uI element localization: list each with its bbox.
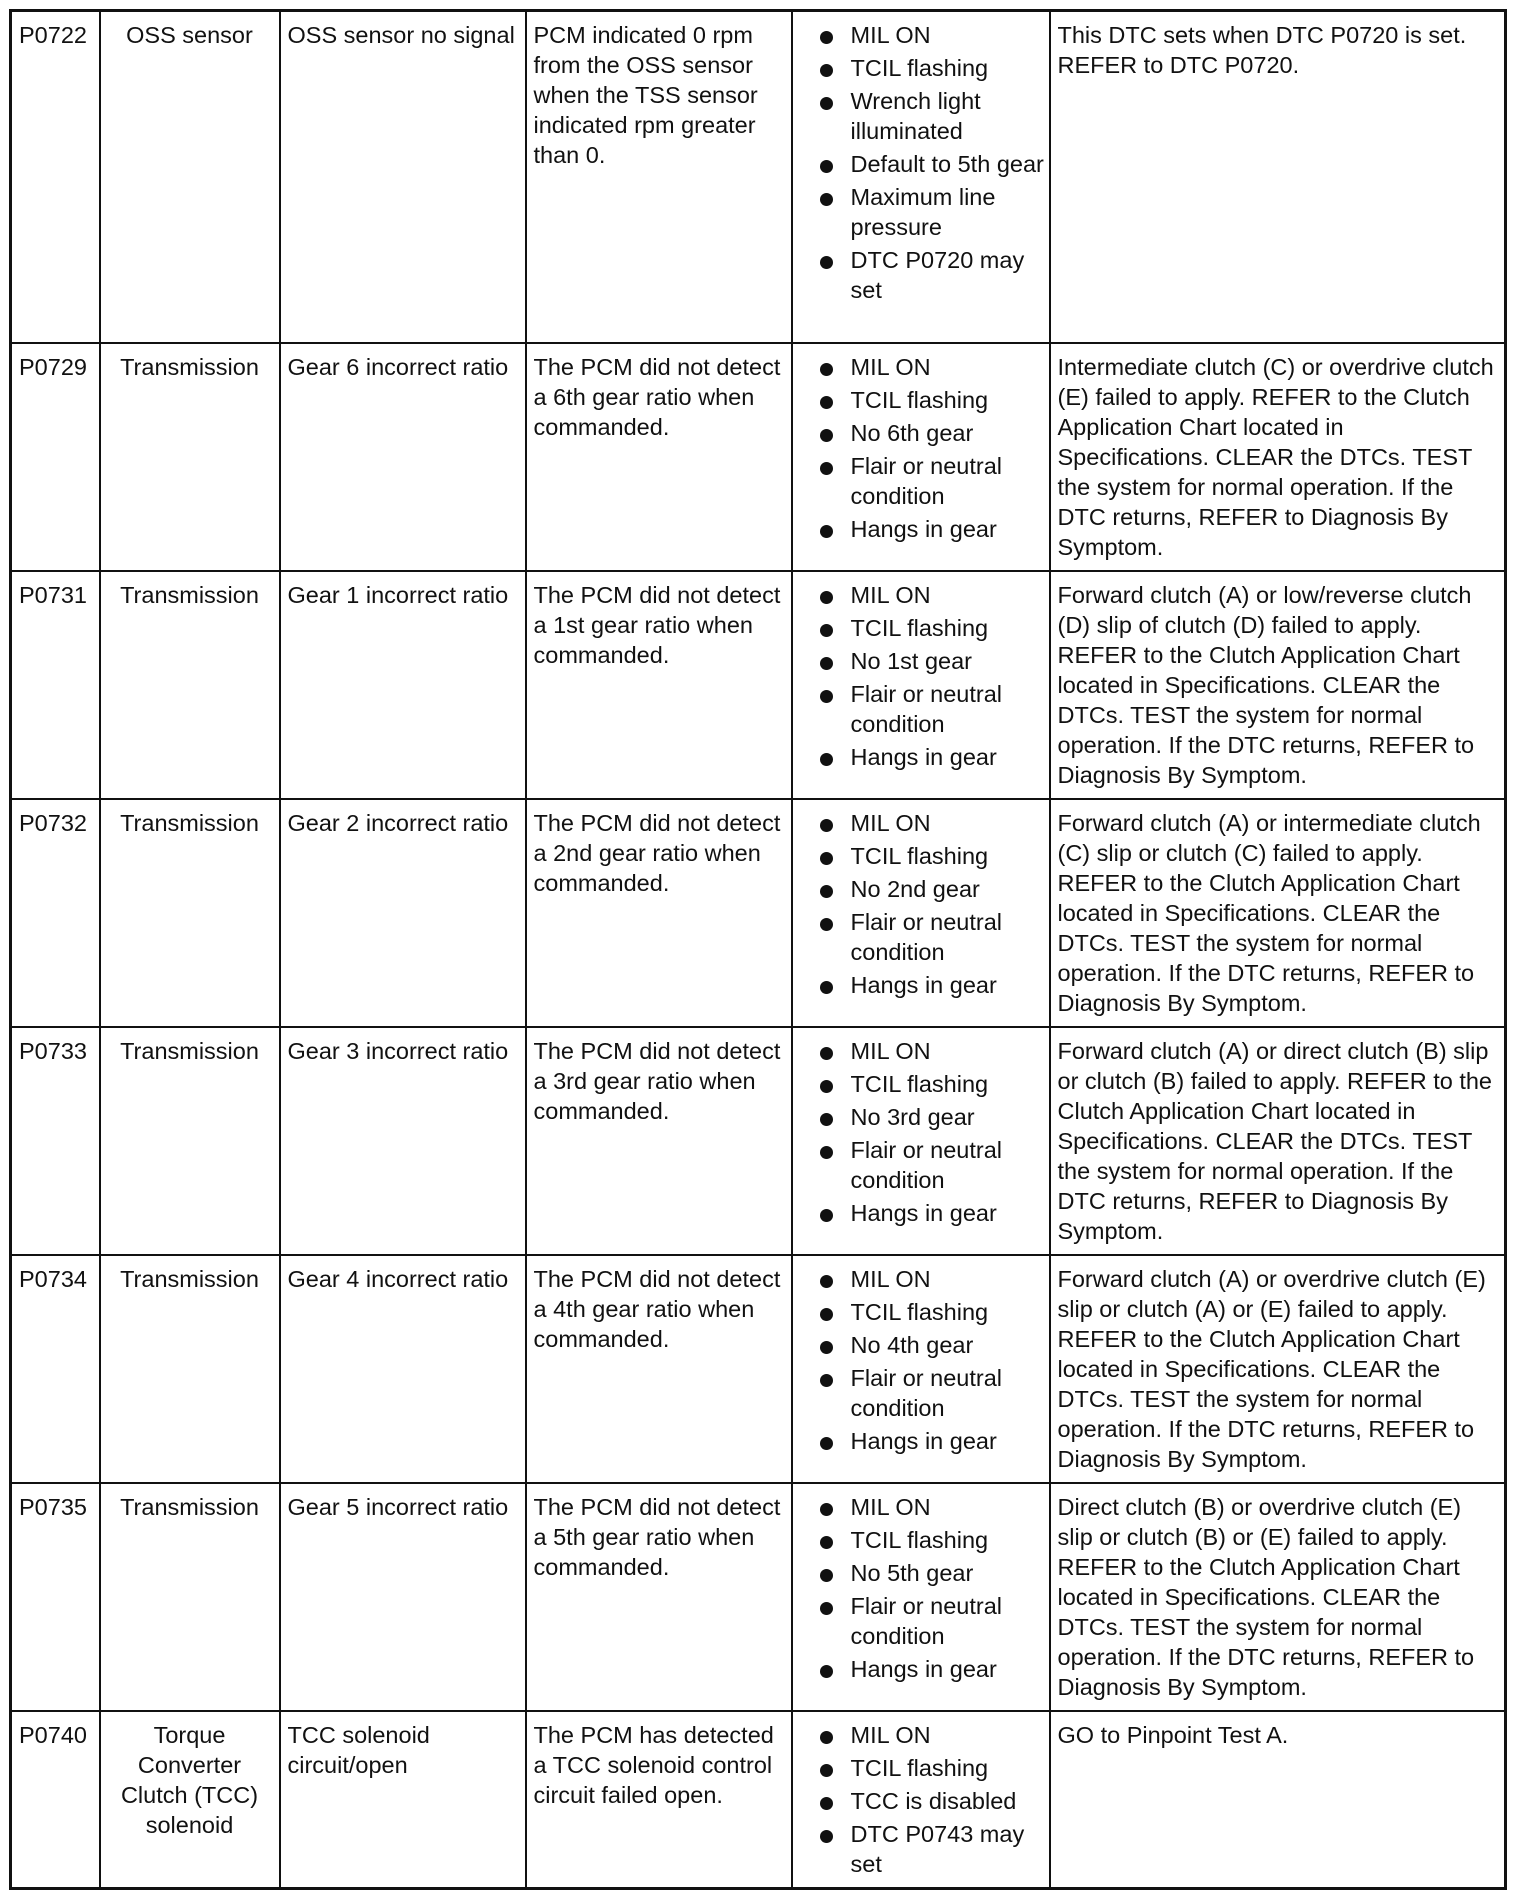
description-cell: Gear 2 incorrect ratio <box>280 799 526 1027</box>
description-cell: Gear 5 incorrect ratio <box>280 1483 526 1711</box>
condition-cell: PCM indicated 0 rpm from the OSS sensor when the TSS sensor indicated rpm greater than 0. <box>526 11 792 343</box>
symptoms-cell <box>792 1711 1050 1889</box>
symptoms-cell <box>792 1255 1050 1483</box>
symptom-list <box>793 1492 1045 1684</box>
dtc-code-cell: P0735 <box>11 1483 100 1711</box>
dtc-code-cell: P0733 <box>11 1027 100 1255</box>
symptom-item: Flair or neutral condition <box>793 1135 1045 1195</box>
description-cell: TCC solenoid circuit/open <box>280 1711 526 1889</box>
symptom-list <box>793 352 1045 544</box>
condition-cell: The PCM did not detect a 3rd gear ratio when commanded. <box>526 1027 792 1255</box>
symptom-list <box>793 808 1045 1000</box>
dtc-code-cell: P0729 <box>11 343 100 571</box>
symptoms-cell <box>792 1027 1050 1255</box>
symptom-item: MIL ON <box>793 20 1045 50</box>
symptom-item: TCIL flashing <box>793 1753 1045 1783</box>
action-cell: Forward clutch (A) or low/reverse clutch (D) slip of clutch (D) failed to apply. REFER to the Clutch Application Chart located in Specifications. CLEAR the DTCs. TEST the system for normal operation. If the DTC returns, REFER to Diagnosis By Symptom. <box>1050 571 1506 799</box>
symptoms-cell <box>792 343 1050 571</box>
component-cell: Torque Converter Clutch (TCC) solenoid <box>100 1711 280 1889</box>
symptom-item: MIL ON <box>793 352 1045 382</box>
action-cell: GO to Pinpoint Test A. <box>1050 1711 1506 1889</box>
symptom-item: TCIL flashing <box>793 1297 1045 1327</box>
table-row <box>11 571 1506 799</box>
component-cell: Transmission <box>100 343 280 571</box>
symptom-item: TCC is disabled <box>793 1786 1045 1816</box>
dtc-code-cell: P0740 <box>11 1711 100 1889</box>
symptom-item: DTC P0720 may set <box>793 245 1045 305</box>
dtc-code-cell: P0722 <box>11 11 100 343</box>
symptom-item: Flair or neutral condition <box>793 451 1045 511</box>
condition-cell: The PCM did not detect a 4th gear ratio when commanded. <box>526 1255 792 1483</box>
symptom-list <box>793 1036 1045 1228</box>
dtc-code-cell: P0732 <box>11 799 100 1027</box>
dtc-table-body <box>11 11 1506 1889</box>
condition-cell: The PCM has detected a TCC solenoid control circuit failed open. <box>526 1711 792 1889</box>
action-cell: Forward clutch (A) or direct clutch (B) slip or clutch (B) failed to apply. REFER to the Clutch Application Chart located in Specifications. CLEAR the DTCs. TEST the system for normal operation. If the DTC returns, REFER to Diagnosis By Symptom. <box>1050 1027 1506 1255</box>
table-row <box>11 1483 1506 1711</box>
action-cell: Forward clutch (A) or intermediate clutch (C) slip or clutch (C) failed to apply. REFER to the Clutch Application Chart located in Specifications. CLEAR the DTCs. TEST the system for normal operation. If the DTC returns, REFER to Diagnosis By Symptom. <box>1050 799 1506 1027</box>
symptom-item: MIL ON <box>793 1036 1045 1066</box>
symptom-list <box>793 1264 1045 1456</box>
symptom-item: Flair or neutral condition <box>793 1363 1045 1423</box>
symptom-item: Flair or neutral condition <box>793 1591 1045 1651</box>
symptom-item: Hangs in gear <box>793 1426 1045 1456</box>
symptom-item: DTC P0743 may set <box>793 1819 1045 1879</box>
symptom-item: TCIL flashing <box>793 1069 1045 1099</box>
symptom-list <box>793 580 1045 772</box>
symptom-item: Flair or neutral condition <box>793 907 1045 967</box>
description-cell: Gear 6 incorrect ratio <box>280 343 526 571</box>
symptom-item: Maximum line pressure <box>793 182 1045 242</box>
dtc-code-cell: P0734 <box>11 1255 100 1483</box>
symptom-item: MIL ON <box>793 808 1045 838</box>
symptom-item: Hangs in gear <box>793 514 1045 544</box>
symptom-item: Hangs in gear <box>793 970 1045 1000</box>
symptom-item: No 1st gear <box>793 646 1045 676</box>
symptom-item: Flair or neutral condition <box>793 679 1045 739</box>
component-cell: Transmission <box>100 799 280 1027</box>
table-row <box>11 1711 1506 1889</box>
action-cell: Intermediate clutch (C) or overdrive clutch (E) failed to apply. REFER to the Clutch Application Chart located in Specifications. CLEAR the DTCs. TEST the system for normal operation. If the DTC returns, REFER to Diagnosis By Symptom. <box>1050 343 1506 571</box>
table-row <box>11 1027 1506 1255</box>
description-cell: Gear 3 incorrect ratio <box>280 1027 526 1255</box>
symptom-item: No 2nd gear <box>793 874 1045 904</box>
symptom-list <box>793 1720 1045 1879</box>
condition-cell: The PCM did not detect a 2nd gear ratio when commanded. <box>526 799 792 1027</box>
action-cell: Direct clutch (B) or overdrive clutch (E) slip or clutch (B) or (E) failed to apply. REFER to the Clutch Application Chart located in Specifications. CLEAR the DTCs. TEST the system for normal operation. If the DTC returns, REFER to Diagnosis By Symptom. <box>1050 1483 1506 1711</box>
action-cell: Forward clutch (A) or overdrive clutch (E) slip or clutch (A) or (E) failed to apply. REFER to the Clutch Application Chart located in Specifications. CLEAR the DTCs. TEST the system for normal operation. If the DTC returns, REFER to Diagnosis By Symptom. <box>1050 1255 1506 1483</box>
symptom-item: No 4th gear <box>793 1330 1045 1360</box>
table-row <box>11 1255 1506 1483</box>
symptom-item: MIL ON <box>793 1492 1045 1522</box>
symptoms-cell <box>792 1483 1050 1711</box>
component-cell: Transmission <box>100 1027 280 1255</box>
symptom-item: Hangs in gear <box>793 1198 1045 1228</box>
description-cell: Gear 1 incorrect ratio <box>280 571 526 799</box>
symptom-item: MIL ON <box>793 580 1045 610</box>
symptom-item: No 5th gear <box>793 1558 1045 1588</box>
symptom-item: Default to 5th gear <box>793 149 1045 179</box>
symptom-item: No 3rd gear <box>793 1102 1045 1132</box>
symptom-item: No 6th gear <box>793 418 1045 448</box>
condition-cell: The PCM did not detect a 6th gear ratio when commanded. <box>526 343 792 571</box>
symptom-item: Wrench light illuminated <box>793 86 1045 146</box>
symptom-item: TCIL flashing <box>793 613 1045 643</box>
symptom-item: TCIL flashing <box>793 385 1045 415</box>
table-row <box>11 799 1506 1027</box>
symptom-item: Hangs in gear <box>793 742 1045 772</box>
symptom-item: TCIL flashing <box>793 1525 1045 1555</box>
symptom-list <box>793 20 1045 305</box>
action-cell: This DTC sets when DTC P0720 is set. REFER to DTC P0720. <box>1050 11 1506 343</box>
symptom-item: TCIL flashing <box>793 841 1045 871</box>
component-cell: Transmission <box>100 571 280 799</box>
symptoms-cell <box>792 571 1050 799</box>
symptom-item: Hangs in gear <box>793 1654 1045 1684</box>
dtc-table <box>9 9 1507 1890</box>
condition-cell: The PCM did not detect a 5th gear ratio when commanded. <box>526 1483 792 1711</box>
component-cell: Transmission <box>100 1255 280 1483</box>
component-cell: OSS sensor <box>100 11 280 343</box>
dtc-code-cell: P0731 <box>11 571 100 799</box>
table-row <box>11 11 1506 343</box>
symptom-item: TCIL flashing <box>793 53 1045 83</box>
symptom-item: MIL ON <box>793 1264 1045 1294</box>
symptom-item: MIL ON <box>793 1720 1045 1750</box>
symptoms-cell <box>792 11 1050 343</box>
description-cell: Gear 4 incorrect ratio <box>280 1255 526 1483</box>
symptoms-cell <box>792 799 1050 1027</box>
component-cell: Transmission <box>100 1483 280 1711</box>
table-row <box>11 343 1506 571</box>
condition-cell: The PCM did not detect a 1st gear ratio when commanded. <box>526 571 792 799</box>
description-cell: OSS sensor no signal <box>280 11 526 343</box>
